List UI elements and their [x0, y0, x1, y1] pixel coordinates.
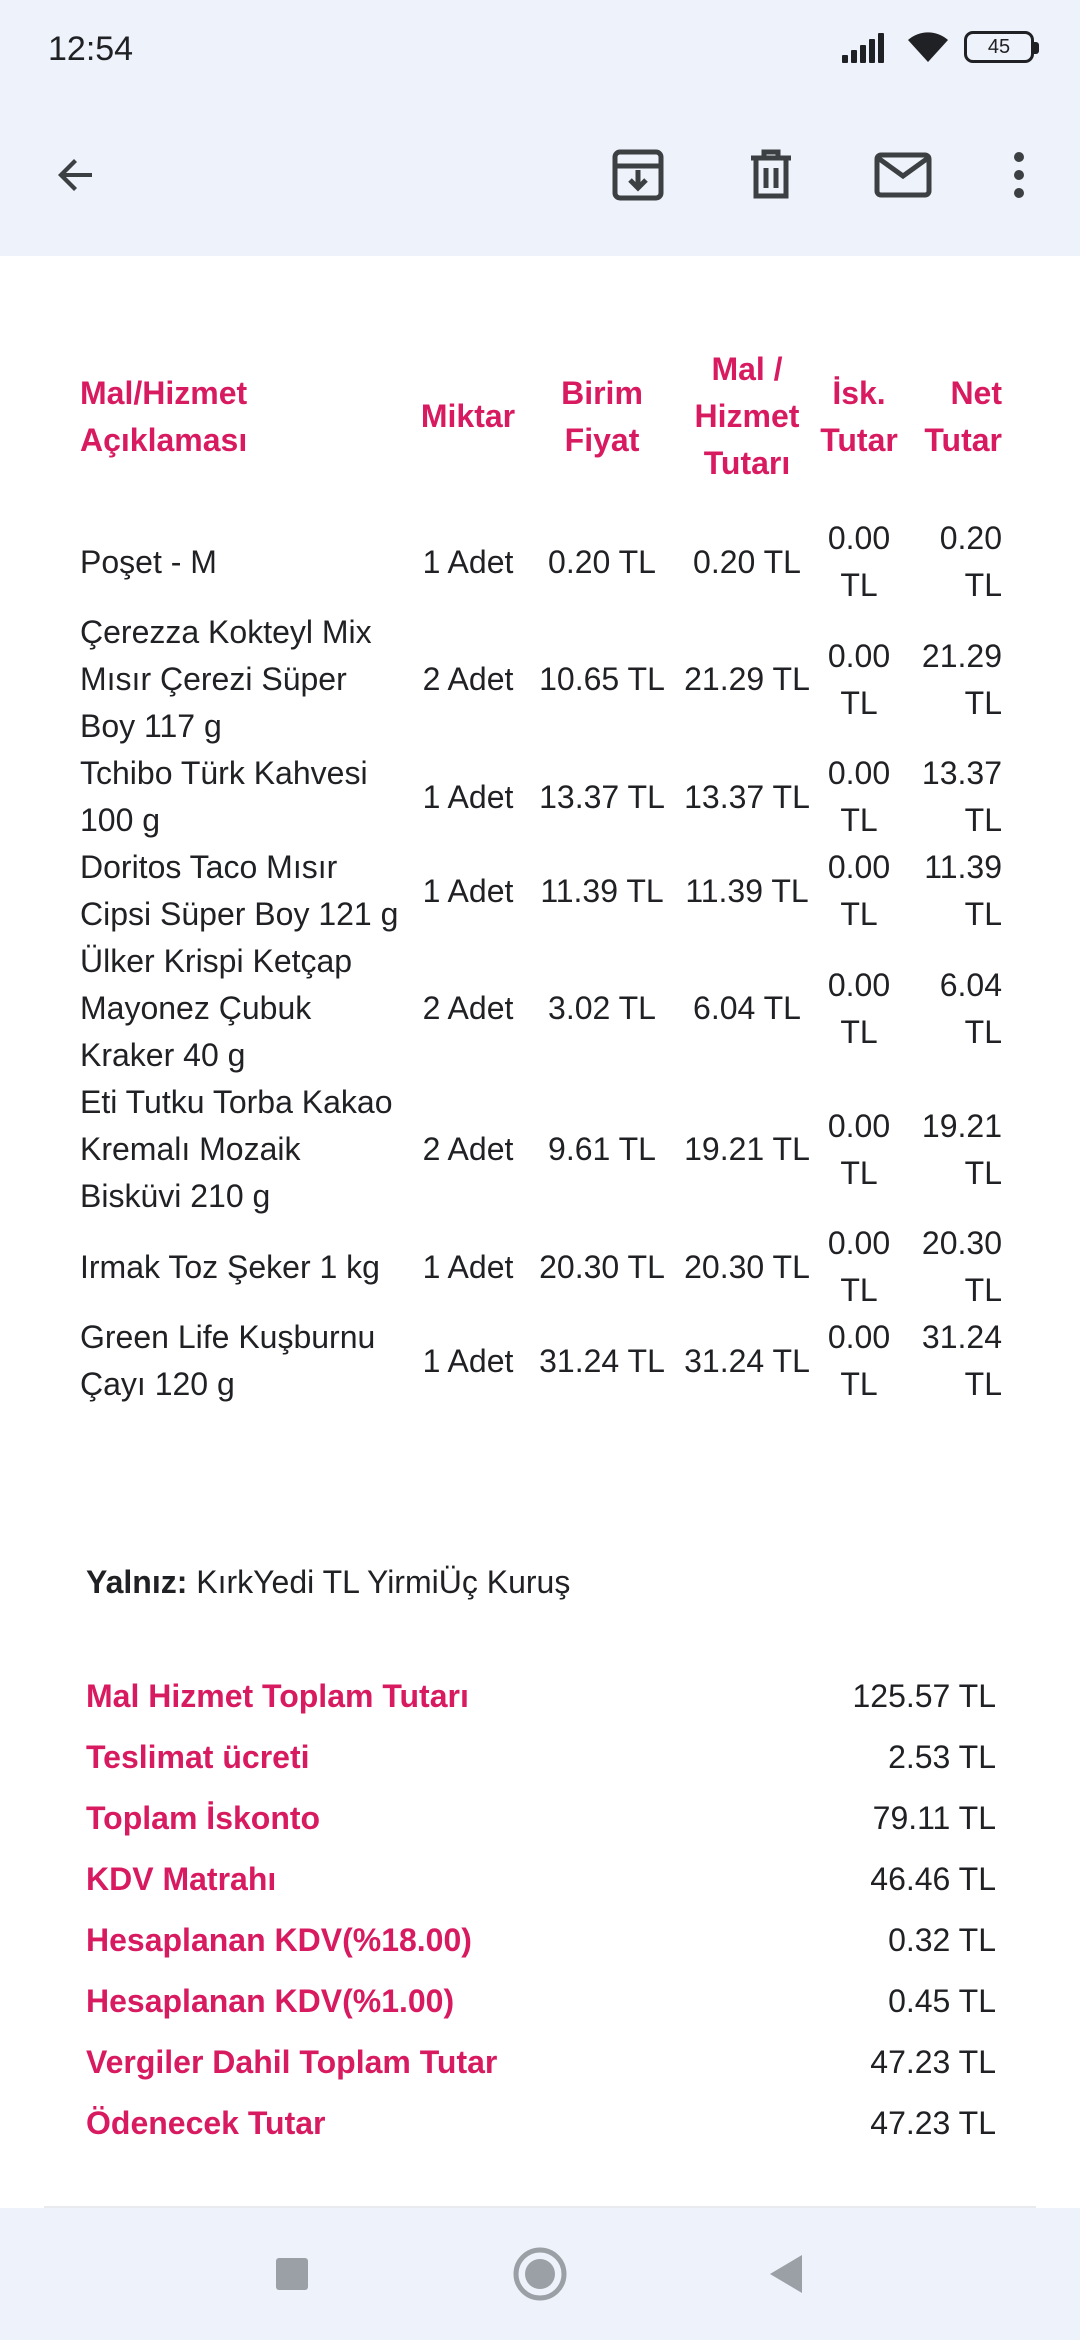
table-row [80, 1079, 1002, 1220]
cell-amount: 19.21 TL [684, 1131, 810, 1167]
invoice-items-table [80, 346, 1002, 1408]
amount-in-words [86, 1564, 570, 1601]
totals-label: Teslimat ücreti [86, 1739, 310, 1775]
cell-quantity: 1 Adet [422, 778, 514, 815]
table-row [80, 844, 1002, 938]
cell-discount: 0.00 TL [827, 966, 891, 1050]
totals-value: 125.57 TL [852, 1678, 996, 1714]
cell-net: 13.37 TL [921, 755, 1002, 838]
status-time: 12:54 [48, 30, 134, 68]
table-row [80, 1220, 1002, 1314]
cell-quantity: 2 Adet [422, 661, 514, 697]
battery-icon [964, 31, 1034, 63]
wifi-icon [906, 30, 950, 64]
cell-discount: 0.00 TL [827, 520, 891, 603]
cell-discount: 0.00 TL [827, 637, 891, 721]
totals-row [86, 2032, 996, 2093]
totals-row [86, 1727, 996, 1788]
table-row [80, 515, 1002, 609]
table-row [80, 609, 1002, 750]
cell-unit-price: 3.02 TL [548, 990, 656, 1026]
back-triangle-icon[interactable] [756, 2244, 816, 2304]
cell-unit-price: 9.61 TL [548, 1131, 656, 1167]
header-discount: İsk. Tutar [820, 374, 898, 458]
cell-description: Eti Tutku Torba Kakao Kremalı Mozaik Bisküvi 210 g [80, 1084, 393, 1214]
totals-row [86, 1849, 996, 1910]
status-icons [842, 30, 1034, 64]
cell-unit-price: 11.39 TL [540, 872, 664, 909]
back-arrow-icon[interactable] [36, 135, 116, 215]
cell-description: Ülker Krispi Ketçap Mayonez Çubuk Kraker 40 g [80, 943, 353, 1073]
cell-amount: 20.30 TL [684, 1248, 810, 1285]
home-circle-icon[interactable] [510, 2244, 570, 2304]
cell-description: Green Life Kuşburnu Çayı 120 g [80, 1319, 376, 1402]
totals-row [86, 2093, 996, 2154]
signal-icon [842, 31, 892, 63]
totals-value: 46.46 TL [870, 1861, 996, 1897]
cell-discount: 0.00 TL [827, 849, 891, 932]
cell-amount: 31.24 TL [684, 1342, 810, 1379]
battery-level: 45 [987, 36, 1011, 58]
cell-quantity: 1 Adet [422, 1248, 514, 1285]
cell-amount: 13.37 TL [684, 778, 810, 815]
status-bar [0, 0, 1080, 100]
totals-label: KDV Matrahı [86, 1861, 277, 1897]
cell-net: 20.30 TL [921, 1225, 1002, 1308]
cell-amount: 11.39 TL [685, 872, 809, 909]
totals-value: 2.53 TL [888, 1739, 996, 1775]
cell-unit-price: 0.20 TL [548, 543, 656, 580]
amount-in-words-label: Yalnız: [86, 1564, 188, 1600]
totals-label: Vergiler Dahil Toplam Tutar [86, 2044, 498, 2080]
cell-discount: 0.00 TL [827, 755, 891, 838]
cell-unit-price: 31.24 TL [539, 1342, 665, 1379]
cell-amount: 6.04 TL [693, 990, 801, 1026]
header-description: Mal/Hizmet Açıklaması [80, 374, 248, 458]
recents-square-icon[interactable] [262, 2244, 322, 2304]
cell-discount: 0.00 TL [827, 1225, 891, 1308]
cell-quantity: 2 Adet [422, 990, 514, 1026]
totals-label: Toplam İskonto [86, 1800, 321, 1836]
header-unit-price: Birim Fiyat [561, 374, 643, 458]
cell-description: Tchibo Türk Kahvesi 100 g [80, 755, 368, 838]
cell-discount: 0.00 TL [827, 1107, 891, 1191]
table-row [80, 750, 1002, 844]
totals-value: 79.11 TL [872, 1800, 996, 1836]
delete-icon[interactable] [731, 135, 811, 215]
navigation-bar [0, 2208, 1080, 2340]
header-amount: Mal / Hizmet Tutarı [694, 351, 800, 481]
totals-label: Hesaplanan KDV(%1.00) [86, 1983, 455, 2019]
cell-unit-price: 10.65 TL [539, 661, 665, 697]
more-vert-icon[interactable] [979, 135, 1059, 215]
totals-label: Hesaplanan KDV(%18.00) [86, 1922, 472, 1958]
cell-net: 19.21 TL [921, 1107, 1002, 1191]
cell-quantity: 1 Adet [422, 543, 514, 580]
totals-value: 0.45 TL [888, 1983, 996, 2019]
cell-net: 11.39 TL [924, 849, 1002, 932]
totals-row [86, 1971, 996, 2032]
header-net: Net Tutar [924, 374, 1002, 458]
cell-net: 21.29 TL [921, 637, 1002, 721]
cell-amount: 21.29 TL [684, 661, 810, 697]
totals-value: 47.23 TL [870, 2105, 996, 2141]
totals-label: Ödenecek Tutar [86, 2105, 326, 2141]
cell-quantity: 1 Adet [422, 872, 514, 909]
archive-icon[interactable] [598, 135, 678, 215]
totals-row [86, 1910, 996, 1971]
cell-unit-price: 13.37 TL [539, 778, 665, 815]
mail-icon[interactable] [863, 135, 943, 215]
app-bar [0, 100, 1080, 256]
totals-value: 0.32 TL [888, 1922, 996, 1958]
cell-discount: 0.00 TL [827, 1319, 891, 1402]
cell-description: Poşet - M [80, 543, 217, 580]
cell-net: 31.24 TL [921, 1319, 1002, 1402]
table-header-row [80, 346, 1002, 515]
cell-net: 6.04 TL [939, 966, 1002, 1050]
header-quantity: Miktar [420, 398, 516, 434]
table-row [80, 938, 1002, 1079]
cell-description: Çerezza Kokteyl Mix Mısır Çerezi Süper Boy 117 g [80, 614, 372, 744]
cell-net: 0.20 TL [939, 520, 1002, 603]
cell-unit-price: 20.30 TL [539, 1248, 665, 1285]
cell-quantity: 1 Adet [422, 1342, 514, 1379]
totals-value: 47.23 TL [870, 2044, 996, 2080]
cell-description: Doritos Taco Mısır Cipsi Süper Boy 121 g [80, 849, 399, 932]
totals-section [86, 1666, 996, 2154]
invoice-content [0, 256, 1080, 2208]
cell-amount: 0.20 TL [693, 543, 801, 580]
cell-description: Irmak Toz Şeker 1 kg [80, 1248, 380, 1285]
totals-label: Mal Hizmet Toplam Tutarı [86, 1678, 469, 1714]
totals-row [86, 1666, 996, 1727]
amount-in-words-text: KırkYedi TL YirmiÜç Kuruş [196, 1564, 571, 1600]
cell-quantity: 2 Adet [422, 1131, 514, 1167]
table-row [80, 1314, 1002, 1408]
totals-row [86, 1788, 996, 1849]
